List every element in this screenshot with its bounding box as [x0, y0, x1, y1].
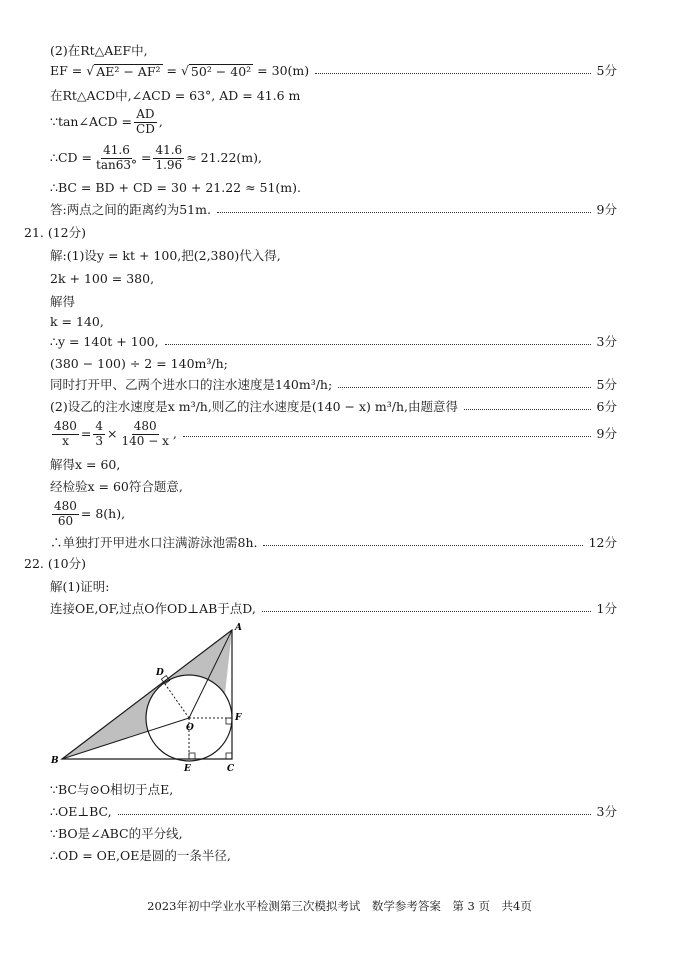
fraction-denominator: 3 — [95, 433, 104, 448]
line-14 — [50, 379, 617, 392]
score-3: 3分 — [596, 334, 617, 349]
dot-leader — [315, 73, 590, 74]
line-22 — [50, 603, 617, 616]
label-e: E — [184, 764, 191, 774]
geometry-figure — [46, 618, 256, 778]
dot-leader — [217, 212, 591, 213]
label-d: D — [156, 668, 164, 678]
line-bc: ∴BC = BD + CD = 30 + 21.22 ≈ 51(m). — [50, 180, 302, 195]
fraction-480-x — [52, 420, 79, 449]
label-b: B — [51, 756, 59, 766]
page-footer: 2023年初中学业水平检测第三次模拟考试 数学参考答案 第 3 页 共4页 — [147, 899, 532, 913]
sqrt-content-1: AE² − AF² — [96, 64, 161, 79]
fraction-numerator: 41.6 — [155, 143, 183, 157]
y-equation: ∴y = 140t + 100, — [50, 334, 159, 349]
construction-text: 连接OE,OF,过点O作OD⊥AB于点D, — [50, 601, 256, 616]
combined-speed-text: 同时打开甲、乙两个进水口的注水速度是140m³/h; — [50, 377, 333, 392]
label-a: A — [235, 623, 242, 633]
fraction-ad-cd — [134, 108, 157, 137]
dot-leader — [118, 814, 591, 815]
score-9: 9分 — [596, 202, 617, 217]
dot-leader — [263, 545, 582, 546]
line-15 — [50, 401, 617, 414]
line-1: (2)在Rt△AEF中, — [50, 43, 148, 58]
fraction-numerator: 480 — [133, 419, 157, 433]
fraction-denominator: x — [62, 433, 69, 448]
line-19 — [50, 500, 617, 529]
line-answer — [50, 204, 617, 217]
fraction-4-3 — [93, 420, 105, 449]
line-17: 解得x = 60, — [50, 457, 121, 472]
score-6: 6分 — [596, 399, 617, 414]
fraction-numerator: 4 — [95, 419, 104, 433]
score-12: 12分 — [588, 535, 617, 550]
sqrt-sign-1: √ — [86, 63, 95, 79]
fraction-480-60 — [52, 500, 79, 529]
tan-left: ∵tan∠ACD = — [50, 114, 133, 130]
score-5: 5分 — [596, 377, 617, 392]
fraction-416-tan63 — [94, 144, 139, 173]
line-24 — [50, 806, 617, 819]
cd-eq: = — [140, 150, 152, 166]
ef-left: EF = — [50, 63, 83, 79]
fraction-denominator: 140 − x — [121, 433, 169, 448]
line-18: 经检验x = 60符合题意, — [50, 479, 183, 494]
line-9: 2k + 100 = 380, — [50, 271, 155, 286]
line-tan — [50, 108, 617, 137]
fraction-numerator: AD — [136, 107, 155, 121]
line-equation — [50, 420, 617, 449]
line-26: ∴OD = OE,OE是圆的一条半径, — [50, 848, 231, 863]
score-5: 5分 — [596, 63, 617, 79]
fraction-480-140x — [120, 420, 171, 449]
dot-leader — [183, 436, 591, 437]
eq-comma: , — [172, 426, 177, 442]
line-20 — [50, 537, 617, 550]
fraction-denominator: CD — [136, 121, 155, 136]
line-ef-formula — [50, 64, 617, 79]
dot-leader — [338, 387, 590, 388]
fraction-denominator: tan63° — [96, 157, 137, 172]
conclusion-text: ∴单独打开甲进水口注满游泳池需8h. — [50, 535, 258, 550]
line-10: 解得 — [50, 294, 76, 309]
label-o: O — [186, 723, 194, 733]
line-21: 解(1)证明: — [50, 579, 110, 594]
dot-leader — [262, 611, 591, 612]
question-21-heading: 21. (12分) — [24, 225, 87, 240]
ef-eq: = — [166, 63, 177, 79]
line-25: ∵BO是∠ABC的平分线, — [50, 826, 183, 841]
fraction-denominator: 1.96 — [155, 157, 183, 172]
dot-leader — [464, 409, 591, 410]
line-11: k = 140, — [50, 314, 104, 329]
label-c: C — [227, 764, 235, 774]
label-f: F — [235, 713, 242, 723]
score-9: 9分 — [596, 426, 617, 442]
line-cd — [50, 144, 617, 173]
sqrt-content-2: 50² − 40² — [190, 64, 252, 79]
question-22-heading: 22. (10分) — [24, 556, 87, 571]
score-1: 1分 — [596, 601, 617, 616]
eq-sign: = — [80, 426, 92, 442]
fraction-numerator: 480 — [54, 499, 77, 513]
fraction-denominator: 60 — [57, 513, 74, 528]
line-8: 解:(1)设y = kt + 100,把(2,380)代入得, — [50, 248, 281, 263]
ef-result: = 30(m) — [257, 63, 310, 79]
score-3: 3分 — [596, 804, 617, 819]
perpendicular-text: ∴OE⊥BC, — [50, 804, 112, 819]
fraction-416-196 — [153, 144, 184, 173]
fraction-numerator: 480 — [54, 419, 77, 433]
line-12 — [50, 336, 617, 349]
tan-comma: , — [158, 114, 163, 130]
sqrt-sign-2: √ — [180, 63, 189, 79]
cd-result: ≈ 21.22(m), — [186, 150, 262, 166]
answer-text: 答:两点之间的距离约为51m. — [50, 202, 211, 217]
line-23: ∵BC与⊙O相切于点E, — [50, 782, 174, 797]
fraction-numerator: 41.6 — [103, 143, 130, 157]
cd-left: ∴CD = — [50, 150, 92, 166]
time-result: = 8(h), — [80, 506, 126, 522]
setup-text: (2)设乙的注水速度是x m³/h,则乙的注水速度是(140 − x) m³/h,由题意得 — [50, 399, 458, 414]
right-angle-mark-c — [226, 753, 232, 759]
line-3: 在Rt△ACD中,∠ACD = 63°, AD = 41.6 m — [50, 88, 301, 103]
line-13: (380 − 100) ÷ 2 = 140m³/h; — [50, 356, 228, 371]
dot-leader — [165, 344, 591, 345]
times-sign: × — [107, 426, 118, 442]
